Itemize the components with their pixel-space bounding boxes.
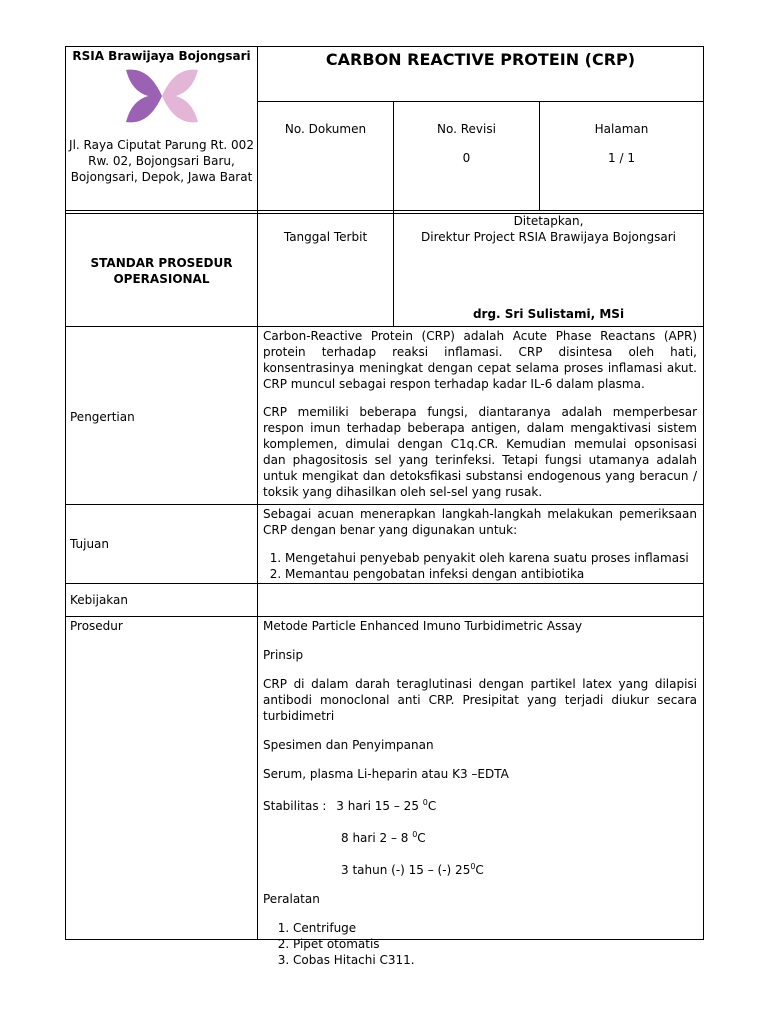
degree-sup: 0 [470, 862, 476, 871]
address-line-2: Rw. 02, Bojongsari Baru, [88, 154, 235, 168]
tujuan-label: Tujuan [70, 537, 110, 551]
prosedur-content [263, 618, 697, 968]
list-item: 3. Cobas Hitachi C311. [293, 952, 697, 968]
tujuan-intro: Sebagai acuan menerapkan langkah-langkah melakukan pemeriksaan CRP dengan benar yang digunakan untuk: [263, 507, 697, 537]
equipment-list [263, 920, 697, 968]
stability-row-3 [263, 859, 697, 878]
stability-label: Stabilitas : [263, 799, 327, 813]
row-divider-tujuan [65, 583, 704, 584]
degree-sup: 0 [422, 798, 428, 807]
pengertian-paragraph-2: CRP memiliki beberapa fungsi, diantaranya adalah memperbesar respon imun terhadap beberapa antigen, dalam mengaktivasi sistem komplemen, dimulai dengan C1q.CR. Kemudian memulai opsonisasi dan phagositosis sel yang terinfeksi. Tetapi fungsi utamanya adalah untuk mengikat dan detoksfikasi substansi endogenous yang beracun / toksik yang dihasilkan oleh sel-sel yang rusak. [263, 405, 697, 499]
approved-label: Ditetapkan, [513, 214, 584, 228]
approver-title: Direktur Project RSIA Brawijaya Bojongsari [421, 230, 676, 244]
sop-label [66, 255, 257, 287]
document-title: CARBON REACTIVE PROTEIN (CRP) [325, 50, 636, 69]
page-value: 1 / 1 [608, 151, 635, 165]
method-text: Metode Particle Enhanced Imuno Turbidimetric Assay [263, 619, 583, 633]
stability-row-2 [263, 827, 697, 846]
label-column-divider [257, 46, 258, 940]
row-divider-kebijakan [65, 616, 704, 617]
pengertian-label: Pengertian [70, 410, 135, 424]
principle-heading: Prinsip [263, 648, 304, 662]
address-line-3: Bojongsari, Depok, Jawa Barat [70, 170, 253, 184]
pengertian-paragraph-1: Carbon-Reactive Protein (CRP) adalah Acute Phase Reactans (APR) protein terhadap reaksi inflamasi. CRP disintesa oleh hati, konsentrasinya meningkat dengan cepat selama proses inflamasi akut. CRP muncul sebagai respon terhadap kadar IL-6 dalam plasma. [263, 329, 697, 391]
butterfly-logo-icon [122, 64, 202, 128]
specimen-heading: Spesimen dan Penyimpanan [263, 738, 434, 752]
unit: C [475, 863, 484, 877]
principle-text: CRP di dalam darah teraglutinasi dengan partikel latex yang dilapisi antibodi monoclonal anti CRP. Presipitat yang terjadi diukur secara turbidimetri [263, 677, 697, 723]
unit: C [417, 831, 426, 845]
tujuan-content [263, 506, 697, 582]
sop-label-line-1: STANDAR PROSEDUR [90, 256, 233, 270]
row-divider-pengertian [65, 504, 704, 505]
address-line-1: Jl. Raya Ciputat Parung Rt. 002 [69, 138, 254, 152]
list-item: 2. Pipet otomatis [293, 936, 697, 952]
equipment-heading: Peralatan [263, 892, 320, 906]
pengertian-content [263, 328, 697, 500]
tujuan-list [263, 550, 697, 582]
list-item: 1. Centrifuge [293, 920, 697, 936]
unit: C [427, 799, 437, 813]
stability-value-2: 8 hari 2 – 8 [341, 831, 413, 845]
hospital-name: RSIA Brawijaya Bojongsari [72, 49, 251, 63]
row-divider-sop [65, 326, 704, 327]
revision-value: 0 [462, 151, 471, 165]
revision-label: No. Revisi [437, 122, 496, 136]
specimen-text: Serum, plasma Li-heparin atau K3 –EDTA [263, 767, 509, 781]
hospital-address [66, 137, 257, 185]
approver-name: drg. Sri Sulistami, MSi [472, 307, 625, 321]
stability-value-3: 3 tahun (-) 15 – (-) 25 [341, 863, 471, 877]
issue-date-label: Tanggal Terbit [283, 230, 368, 244]
table-top-border [65, 46, 704, 47]
header-bottom-line-1 [65, 210, 704, 211]
title-row-divider [257, 101, 704, 102]
prosedur-label: Prosedur [70, 619, 123, 633]
list-item: 1. Mengetahui penyebab penyakit oleh karena suatu proses inflamasi [285, 550, 697, 566]
stability-row-1 [263, 795, 697, 814]
kebijakan-label: Kebijakan [70, 593, 128, 607]
sop-label-line-2: OPERASIONAL [113, 272, 210, 286]
list-item: 2. Memantau pengobatan infeksi dengan antibiotika [285, 566, 697, 582]
degree-sup: 0 [412, 830, 418, 839]
stability-value-1: 3 hari 15 – 25 [336, 799, 423, 813]
doc-number-label: No. Dokumen [284, 122, 367, 136]
page-label: Halaman [594, 122, 649, 136]
table-right-border [703, 46, 704, 940]
